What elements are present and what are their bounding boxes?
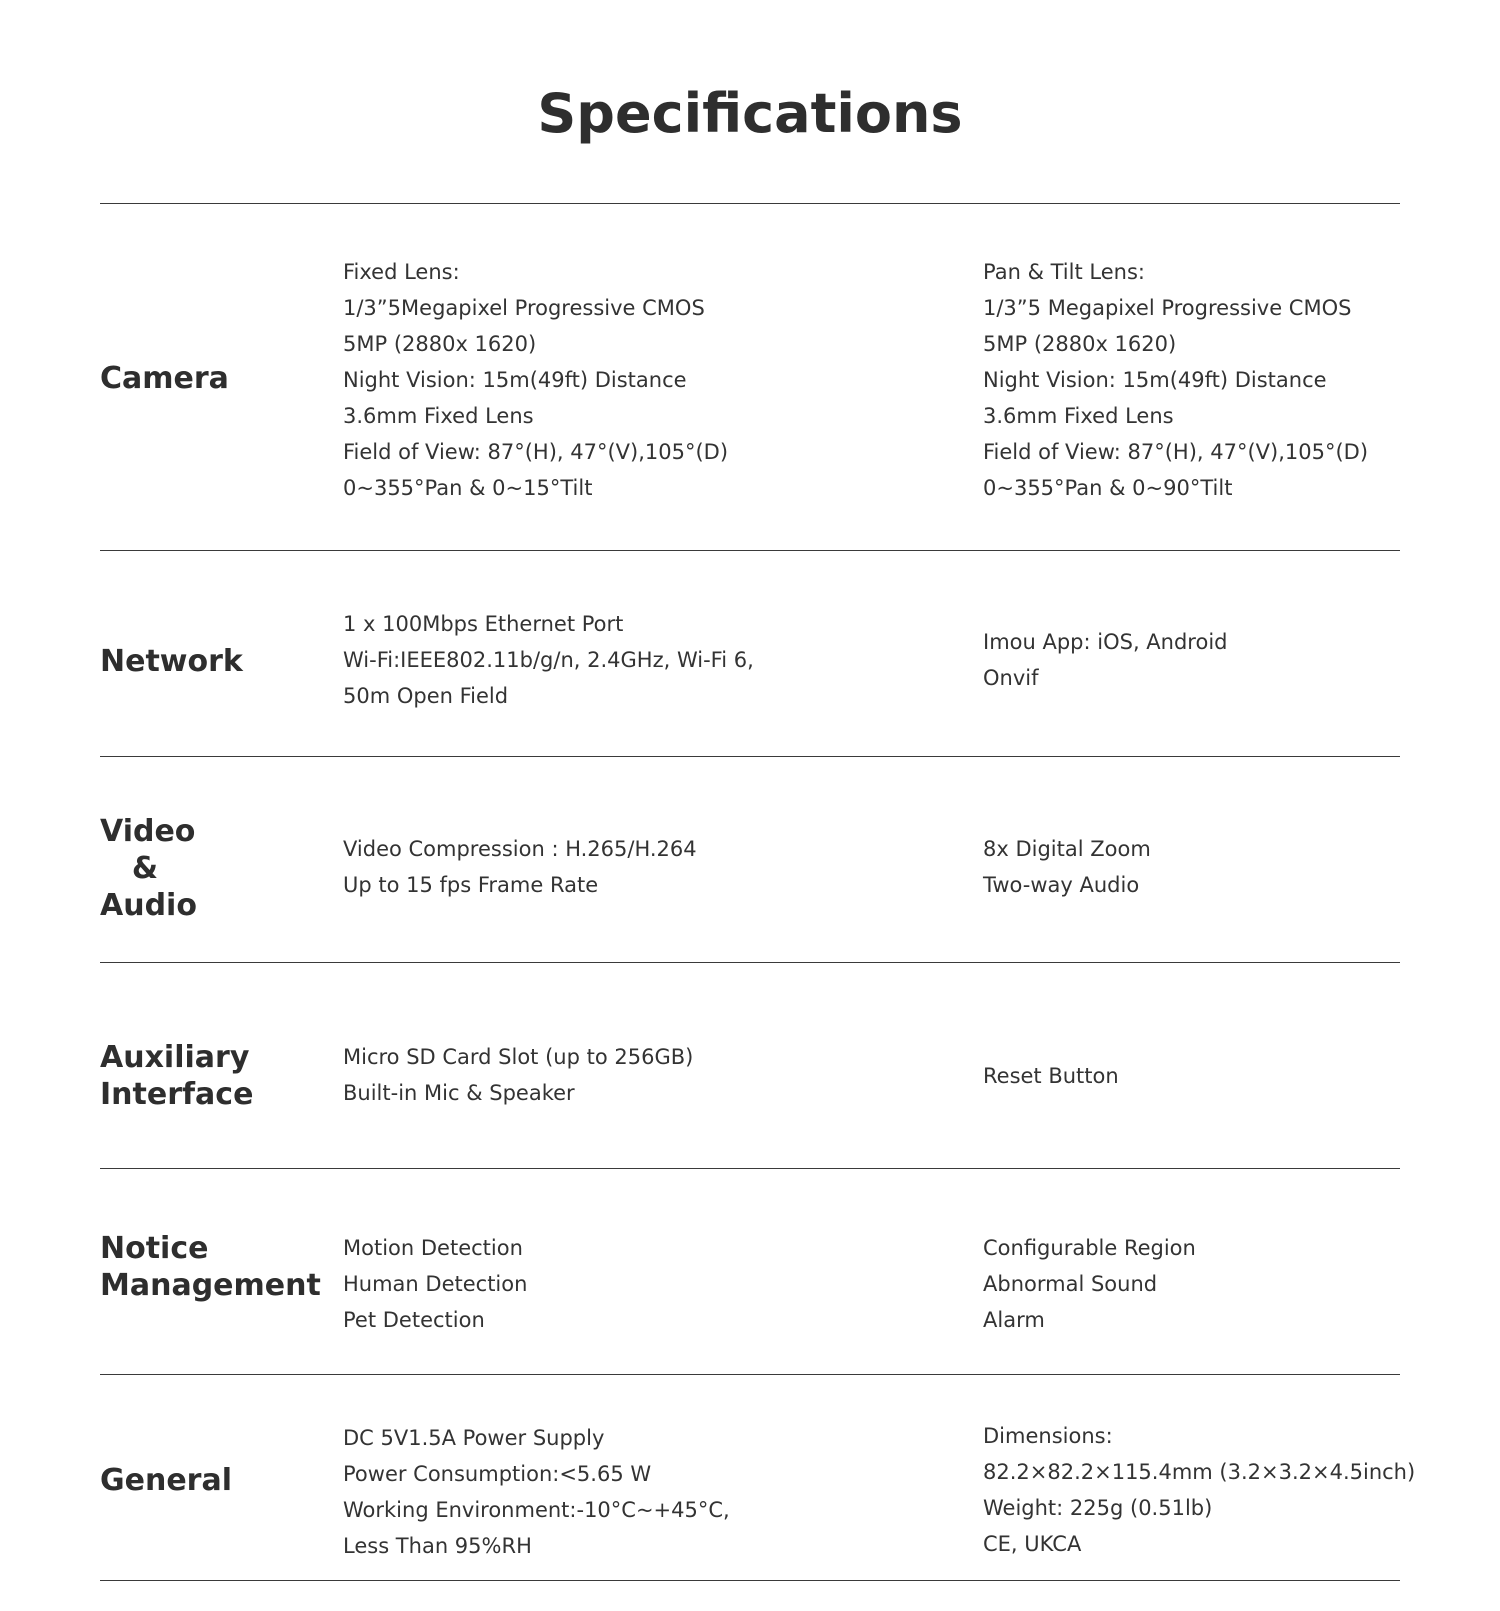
spec-line: Micro SD Card Slot (up to 256GB) [343, 1045, 694, 1069]
spec-line: 5MP (2880x 1620) [343, 332, 537, 356]
divider [100, 1580, 1400, 1581]
divider [100, 1374, 1400, 1375]
spec-line: Field of View: 87°(H), 47°(V),105°(D) [983, 440, 1369, 464]
spec-line: Imou App: iOS, Android [983, 630, 1228, 654]
spec-list-left [343, 1039, 693, 1111]
spec-line: 1 x 100Mbps Ethernet Port [343, 612, 624, 636]
spec-line: 50m Open Field [343, 684, 509, 708]
divider [100, 756, 1400, 757]
spec-line: Alarm [983, 1308, 1045, 1332]
spec-line: Wi-Fi:IEEE802.11b/g/n, 2.4GHz, Wi-Fi 6, [343, 648, 754, 672]
spec-line: 1/3”5Megapixel Progressive CMOS [343, 296, 705, 320]
spec-list-left [343, 831, 697, 903]
spec-line: Configurable Region [983, 1236, 1196, 1260]
spec-line: 0~355°Pan & 0~90°Tilt [983, 476, 1233, 500]
spec-line: Power Consumption:<5.65 W [343, 1462, 652, 1486]
spec-line: Up to 15 fps Frame Rate [343, 873, 599, 897]
spec-line: Pan & Tilt Lens: [983, 260, 1145, 284]
section-label: General [100, 1463, 232, 1498]
spec-line: Weight: 225g (0.51lb) [983, 1496, 1213, 1520]
spec-line: 82.2×82.2×115.4mm (3.2×3.2×4.5inch) [983, 1460, 1416, 1484]
section-label: Notice Management [100, 1231, 321, 1303]
spec-line: Working Environment:-10°C~+45°C, [343, 1498, 730, 1522]
section-label: Network [100, 644, 243, 679]
spec-line: 3.6mm Fixed Lens [343, 404, 534, 428]
spec-line: Pet Detection [343, 1308, 485, 1332]
section-label: Auxiliary Interface [100, 1040, 254, 1112]
spec-line: 0~355°Pan & 0~15°Tilt [343, 476, 593, 500]
spec-line: Dimensions: [983, 1424, 1113, 1448]
spec-list-right [983, 254, 1368, 506]
spec-line: Fixed Lens: [343, 260, 460, 284]
section-label: Camera [100, 361, 229, 396]
spec-line: 8x Digital Zoom [983, 837, 1151, 861]
section-label: Video & Audio [100, 814, 197, 923]
divider [100, 203, 1400, 204]
spec-line: 3.6mm Fixed Lens [983, 404, 1174, 428]
divider [100, 962, 1400, 963]
page-title: Specifications [537, 82, 963, 145]
spec-line: Video Compression : H.265/H.264 [343, 837, 697, 861]
spec-line: Human Detection [343, 1272, 528, 1296]
spec-list-left [343, 606, 754, 714]
spec-list-left [343, 1420, 730, 1564]
spec-line: Built-in Mic & Speaker [343, 1081, 575, 1105]
spec-line: Abnormal Sound [983, 1272, 1158, 1296]
divider [100, 1168, 1400, 1169]
spec-line: Two-way Audio [983, 873, 1140, 897]
divider [100, 550, 1400, 551]
spec-list-right [983, 831, 1151, 903]
spec-line: Motion Detection [343, 1236, 523, 1260]
spec-list-right [983, 1230, 1196, 1338]
spec-line: Onvif [983, 666, 1039, 690]
spec-line: Reset Button [983, 1064, 1119, 1088]
spec-line: Night Vision: 15m(49ft) Distance [983, 368, 1327, 392]
spec-list-left [343, 254, 728, 506]
spec-list-right [983, 1418, 1415, 1562]
spec-line: DC 5V1.5A Power Supply [343, 1426, 605, 1450]
spec-line: Less Than 95%RH [343, 1534, 532, 1558]
spec-line: 1/3”5 Megapixel Progressive CMOS [983, 296, 1352, 320]
spec-line: CE, UKCA [983, 1532, 1082, 1556]
spec-list-right [983, 1058, 1119, 1094]
spec-line: Night Vision: 15m(49ft) Distance [343, 368, 687, 392]
spec-list-left [343, 1230, 527, 1338]
spec-list-right [983, 624, 1228, 696]
spec-line: 5MP (2880x 1620) [983, 332, 1177, 356]
spec-line: Field of View: 87°(H), 47°(V),105°(D) [343, 440, 729, 464]
